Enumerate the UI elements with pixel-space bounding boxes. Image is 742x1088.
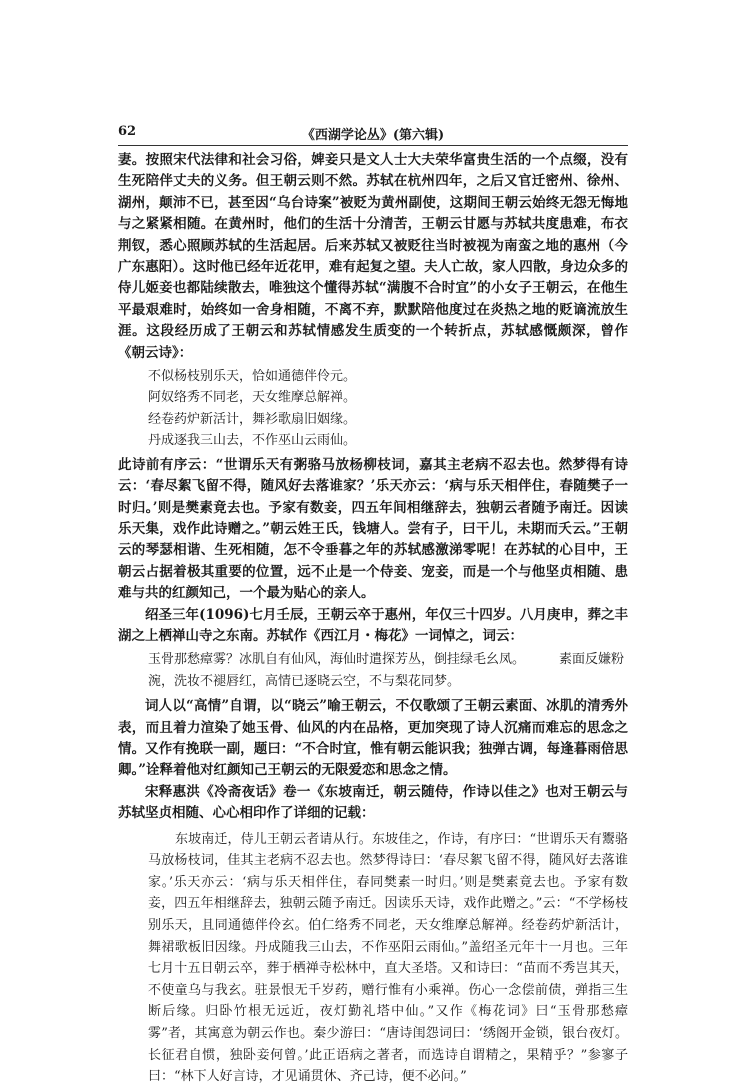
poem-line: 丹成逐我三山去，不作巫山云雨仙。 xyxy=(148,433,357,449)
quotation-block xyxy=(118,829,628,1088)
paragraph-1: 妻。按照宋代法律和社会习俗，婢妾只是文人士大夫荣华富贵生活的一个点缀，没有生死陪伴丈夫的义务。但王朝云则不然。苏轼在杭州四年，之后又官迁密州、徐州、湖州，颠沛不已，甚至因“乌台诗案”被贬为黄州副使，这期间王朝云始终无怨无悔地与之紧紧相随。在黄州时，他们的生活十分清苦，王朝云甘愿与苏轼共度患难，布衣荆钗，悉心照顾苏轼的生活起居。后来苏轼又被贬往当时被视为南蛮之地的惠州（今广东惠阳）。这时他已经年近花甲，难有起复之望。夫人亡故，家人四散，身边众多的侍儿姬妾也都陆续散去，唯独这个懂得苏轼“满腹不合时宜”的小女子王朝云，在他生平最艰难时，始终如一舍身相随，不离不弃，默默陪他度过在炎热之地的贬谪流放生涯。这段经历成了王朝云和苏轼情感发生质变的一个转折点，苏轼感慨颇深，曾作《朝云诗》： xyxy=(118,152,628,361)
quotation-text: 东坡南迁，侍儿王朝云者请从行。东坡佳之，作诗，有序曰：“世谓乐天有鬻骆马放杨枝词，佳其主老病不忍去也。然梦得诗曰：‘春尽絮飞留不得，随风好去落谁家。’乐天亦云：‘病与乐天相伴住，春同樊素一时归。’则是樊素竟去也。予家有数妾，四五年相继辞去，独朝云随予南迁。因读乐天诗，戏作此赠之。”云：“不学杨枝别乐天，且同通德伴伶玄。伯仁络秀不同老，天女维摩总解禅。经卷药炉新活计，舞裙歌板旧因缘。丹成随我三山去，不作巫阳云雨仙。”盖绍圣元年十一月也。三年七月十五日朝云卒，葬于栖禅寺松林中，直大圣塔。又和诗曰：“苗而不秀岂其天，不使童乌与我玄。驻景恨无千岁药，赠行惟有小乘禅。伤心一念偿前债，弹指三生断后缘。归卧竹根无远近，夜灯勤礼塔中仙。”又作《梅花词》曰“玉骨那愁瘴雾”者，其寓意为朝云作也。秦少游曰：“唐诗闺怨词曰：‘绣阁开金锁，银台夜灯。长征君自惯，独卧妾何曾。’此正语病之著者，而选诗自谓精之，果精乎？”参寥子曰：“林下人好言诗，才见诵贯休、齐己诗，便不必问。” xyxy=(148,831,628,1085)
paragraph-2: 此诗前有序云：“世谓乐天有粥骆马放杨柳枝词，嘉其主老病不忍去也。然梦得有诗云：‘春尽絮飞留不得，随风好去落谁家？’乐天亦云：‘病与乐天相伴住，春随樊子一时归。’则是樊素竟去也。予家有数妾，四五年间相继辞去，独朝云者随予南迁。因读乐天集，戏作此诗赠之。”朝云姓王氏，钱塘人。尝有子，曰干儿，未期而夭云。”王朝云的琴瑟相谐、生死相随，怎不令垂暮之年的苏轼感激涕零呢！在苏轼的心目中，王朝云占据着极其重要的位置，远不止是一个侍妾、宠妾，而是一个与他坚贞相随、患难与共的红颜知己，一个最为贴心的亲人。 xyxy=(118,456,628,602)
paragraph-4: 词人以“高情”自谓，以“晓云”喻王朝云，不仅歌颂了王朝云素面、冰肌的清秀外表，而且着力渲染了她玉骨、仙风的内在品格，更加突现了诗人沉痛而难忘的思念之情。又作有挽联一副，题曰：“不合时宜，惟有朝云能识我；独弹古调，每逢暮雨倍思卿。”诠释着他对红颜知己王朝云的无限爱恋和思念之情。 xyxy=(118,698,628,779)
ci-line-1a: 玉骨那愁瘴雾？冰肌自有仙风，海仙时遣探芳丛，倒挂绿毛幺凤。 xyxy=(148,652,526,668)
journal-title: 《西湖学论丛》(第六辑) xyxy=(301,128,445,143)
ci-line-1b: 素面反嫌粉 xyxy=(559,652,625,668)
poem-line: 经卷药炉新活计，舞衫歌扇旧姻缘。 xyxy=(148,411,357,427)
header-rule xyxy=(118,145,628,146)
ci-line-2: 涴，洗妆不褪唇红，高情已逐晓云空，不与梨花同梦。 xyxy=(148,673,461,689)
paragraph-5: 宋释惠洪《冷斋夜话》卷一《东坡南迁，朝云随侍，作诗以佳之》也对王朝云与苏轼坚贞相随、心心相印作了详细的记载： xyxy=(118,783,628,822)
ci-line-1 xyxy=(148,649,628,670)
poem-line: 不似杨枝别乐天，恰如通德伴伶元。 xyxy=(148,369,357,385)
page-number: 62 xyxy=(118,124,137,139)
ci-block xyxy=(118,649,628,692)
poem-line: 阿奴络秀不同老，天女维摩总解禅。 xyxy=(148,390,357,406)
page-body xyxy=(118,150,628,1088)
poem-block xyxy=(118,366,628,452)
paragraph-3: 绍圣三年(1096)七月壬辰，王朝云卒于惠州，年仅三十四岁。八月庚申，葬之丰湖之上栖禅山寺之东南。苏轼作《西江月・梅花》一词悼之，词云： xyxy=(118,606,628,644)
